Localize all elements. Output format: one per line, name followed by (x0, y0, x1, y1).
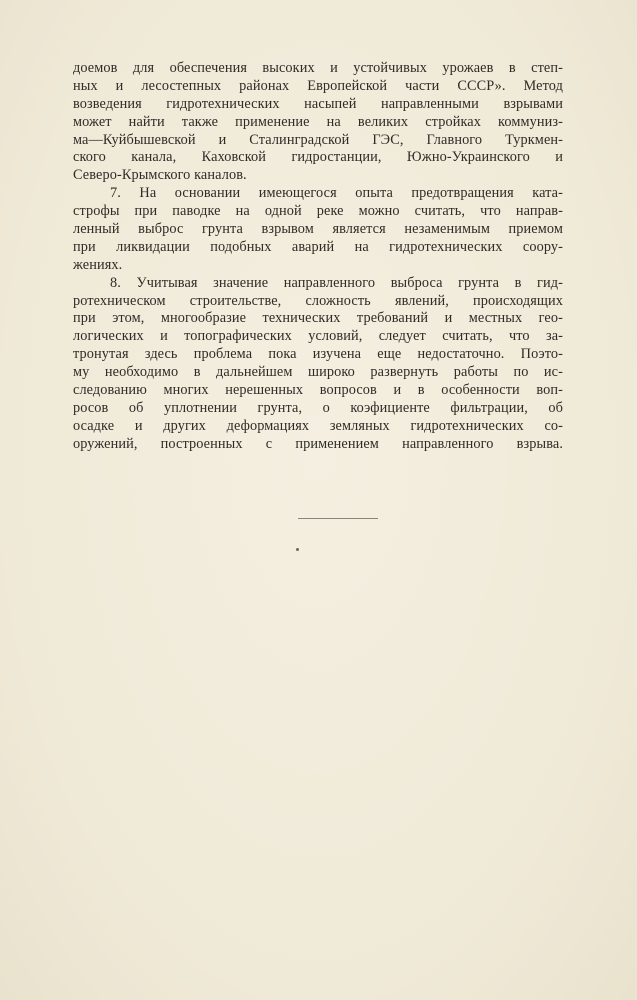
text-line: доемов для обеспечения высоких и устойчивых урожаев в степ- (73, 60, 563, 76)
text-line: оружений, построенных с применением направленного взрыва. (73, 435, 563, 452)
text-line: может найти также применение на великих стройках коммуниз- (73, 113, 563, 130)
print-speck (296, 548, 299, 551)
text-line: Северо-Крымского каналов. (73, 167, 247, 184)
text-line: ленный выброс грунта взрывом является незаменимым приемом (73, 221, 563, 238)
text-line: жениях. (73, 256, 123, 273)
text-line: 8. Учитывая значение направленного выброса грунта в гид- (110, 274, 563, 291)
text-line: му необходимо в дальнейшем широко развернуть работы по ис- (73, 364, 563, 381)
text-line: тронутая здесь проблема пока изучена еще недостаточно. Поэто- (73, 346, 563, 363)
separator-line (298, 518, 378, 519)
text-line: при ликвидации подобных аварий на гидротехнических соору- (73, 238, 563, 255)
text-line: строфы при паводке на одной реке можно считать, что направ- (73, 203, 563, 220)
text-line: логических и топографических условий, следует считать, что за- (73, 328, 563, 345)
text-line: ных и лесостепных районах Европейской части СССР». Метод (73, 77, 563, 94)
text-line: следованию многих нерешенных вопросов и в особенности воп- (73, 382, 563, 399)
text-line: ротехническом строительстве, сложность явлений, происходящих (73, 292, 563, 309)
text-line: осадке и других деформациях земляных гидротехнических со- (73, 417, 563, 434)
text-line: при этом, многообразие технических требований и местных гео- (73, 310, 563, 327)
body-text (73, 60, 563, 454)
text-line: росов об уплотнении грунта, о коэфициенте фильтрации, об (73, 399, 563, 416)
text-line: ского канала, Каховской гидростанции, Южно-Украинского и (73, 149, 563, 166)
text-line: 7. На основании имеющегося опыта предотвращения ката- (110, 185, 563, 202)
text-line: ма—Куйбышевской и Сталинградской ГЭС, Главного Туркмен- (73, 131, 563, 148)
text-line: возведения гидротехнических насыпей направленными взрывами (73, 95, 563, 112)
